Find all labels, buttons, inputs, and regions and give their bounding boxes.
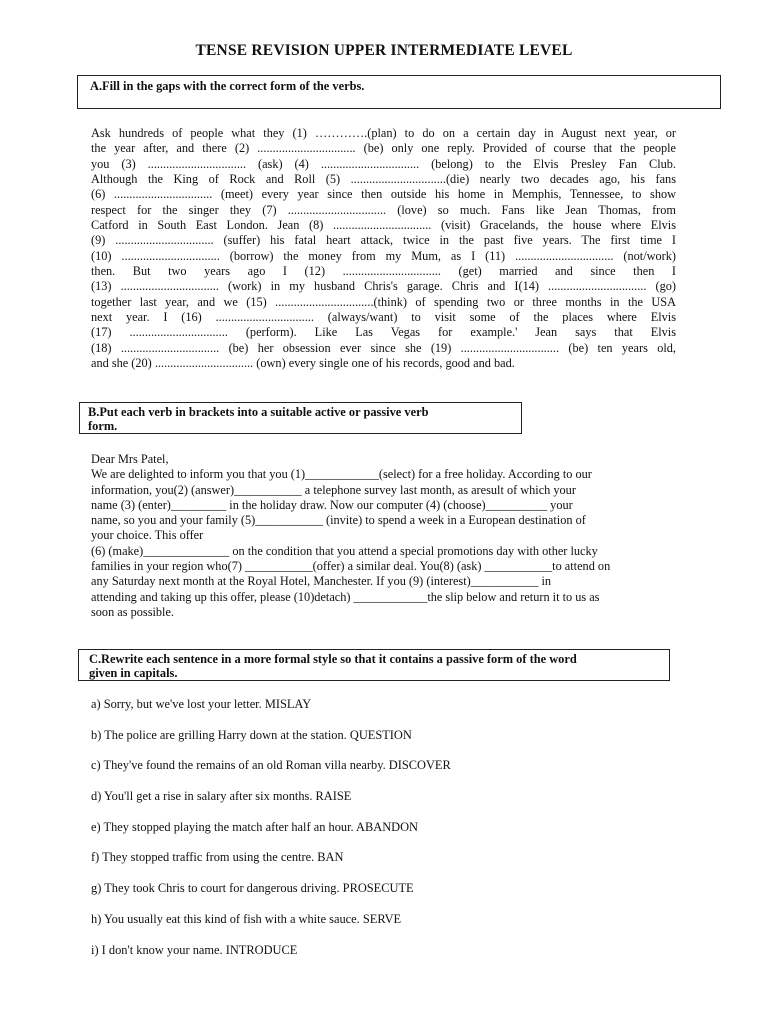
passage-line: (18) ................................ (be) her obsession ever since she (19) ................................ (be) ten years old,: [91, 340, 676, 355]
letter-line: soon as possible.: [91, 604, 175, 619]
passage-line: you (3) ................................ (ask) (4) ................................ (belong) to the Elvis Presley Fan Club.: [91, 156, 676, 171]
passage-line: together last year, and we (15) ................................(think) of spending two or three months in the USA: [91, 294, 676, 309]
passage-line: and she (20) ................................ (own) every single one of his records, good and bad.: [91, 356, 515, 371]
passage-line: (17) ................................ (perform). Like Las Vegas for example.' Jean says that Elvis: [91, 325, 676, 340]
passage-line: the year after, and there (2) ................................ (be) only one reply. Provided of course that the people: [91, 141, 676, 156]
passage-line: Although the King of Rock and Roll (5) ...............................(die) nearly two decades ago, his fans: [91, 172, 676, 187]
sentence-item: f) They stopped traffic from using the centre. BAN: [91, 850, 344, 865]
sentence-item: c) They've found the remains of an old Roman villa nearby. DISCOVER: [91, 758, 451, 773]
letter-line: families in your region who(7) ___________(offer) a similar deal. You(8) (ask) ___________to attend on: [91, 559, 611, 574]
sentence-item: h) You usually eat this kind of fish with a white sauce. SERVE: [91, 911, 402, 926]
letter-line: name, so you and your family (5)___________ (invite) to spend a week in a European destination of: [91, 513, 586, 528]
section-b-heading: B.Put each verb in brackets into a suitable active or passive verb: [88, 405, 429, 419]
passage-line: (9) ................................ (suffer) his fatal heart attack, twice in the past five years. The first time I: [91, 233, 676, 248]
passage-line: then. But two years ago I (12) ................................ (get) married and since then I: [91, 264, 676, 279]
section-c-heading-cont: given in capitals.: [89, 666, 178, 680]
section-b-heading-box: [79, 402, 522, 434]
sentence-item: d) You'll get a rise in salary after six months. RAISE: [91, 789, 352, 804]
section-a-passage: [91, 126, 676, 372]
passage-line: respect for the singer they (7) ................................ (love) so much. Fans like Jean Thomas, from: [91, 202, 676, 217]
section-c-heading-box: [78, 649, 670, 681]
sentence-item: i) I don't know your name. INTRODUCE: [91, 942, 298, 957]
letter-line: attending and taking up this offer, please (10)detach) ____________the slip below and return it to us as: [91, 589, 600, 604]
letter-line: Dear Mrs Patel,: [91, 452, 169, 466]
letter-line: (6) (make)______________ on the condition that you attend a special promotions day with other lucky: [91, 543, 598, 558]
section-c-heading: C.Rewrite each sentence in a more formal style so that it contains a passive form of the word: [89, 652, 577, 666]
letter-line: any Saturday next month at the Royal Hotel, Manchester. If you (9) (interest)___________ in: [91, 574, 552, 589]
page-title: TENSE REVISION UPPER INTERMEDIATE LEVEL: [195, 42, 573, 59]
sentence-item: a) Sorry, but we've lost your letter. MISLAY: [91, 697, 312, 711]
section-b-letter: [91, 452, 676, 620]
letter-line: We are delighted to inform you that you (1)____________(select) for a free holiday. According to our: [91, 467, 592, 482]
section-a-heading: A.Fill in the gaps with the correct form of the verbs.: [90, 79, 365, 93]
section-a-heading-box: [77, 75, 721, 109]
sentence-item: b) The police are grilling Harry down at the station. QUESTION: [91, 727, 412, 742]
passage-line: (13) ................................ (work) in my husband Chris's garage. Chris and I(14) ................................ (go): [91, 279, 676, 294]
sentence-item: e) They stopped playing the match after half an hour. ABANDON: [91, 819, 419, 834]
letter-line: your choice. This offer: [91, 528, 204, 543]
passage-line: (10) ................................ (borrow) the money from my Mum, as I (11) ................................ (not/work): [91, 248, 676, 263]
passage-line: Catford in South East London. Jean (8) ................................ (visit) Gracelands, the house where Elvis: [91, 218, 676, 233]
passage-line: next year. I (16) ................................ (always/want) to visit some of the places where Elvis: [91, 310, 676, 325]
sentence-item: g) They took Chris to court for dangerous driving. PROSECUTE: [91, 881, 414, 896]
letter-line: name (3) (enter)_________ in the holiday draw. Now our computer (4) (choose)__________ your: [91, 497, 573, 512]
section-c-sentence-list: [91, 697, 451, 973]
passage-line: (6) ................................ (meet) every year since then outside his home in Memphis, Tennessee, to show: [91, 187, 676, 202]
section-b-heading-cont: form.: [88, 419, 118, 433]
passage-line: Ask hundreds of people what they (1) ………….(plan) to do on a certain day in August next year, or: [91, 126, 676, 140]
letter-line: information, you(2) (answer)___________ a telephone survey last month, as aresult of which your: [91, 482, 576, 497]
